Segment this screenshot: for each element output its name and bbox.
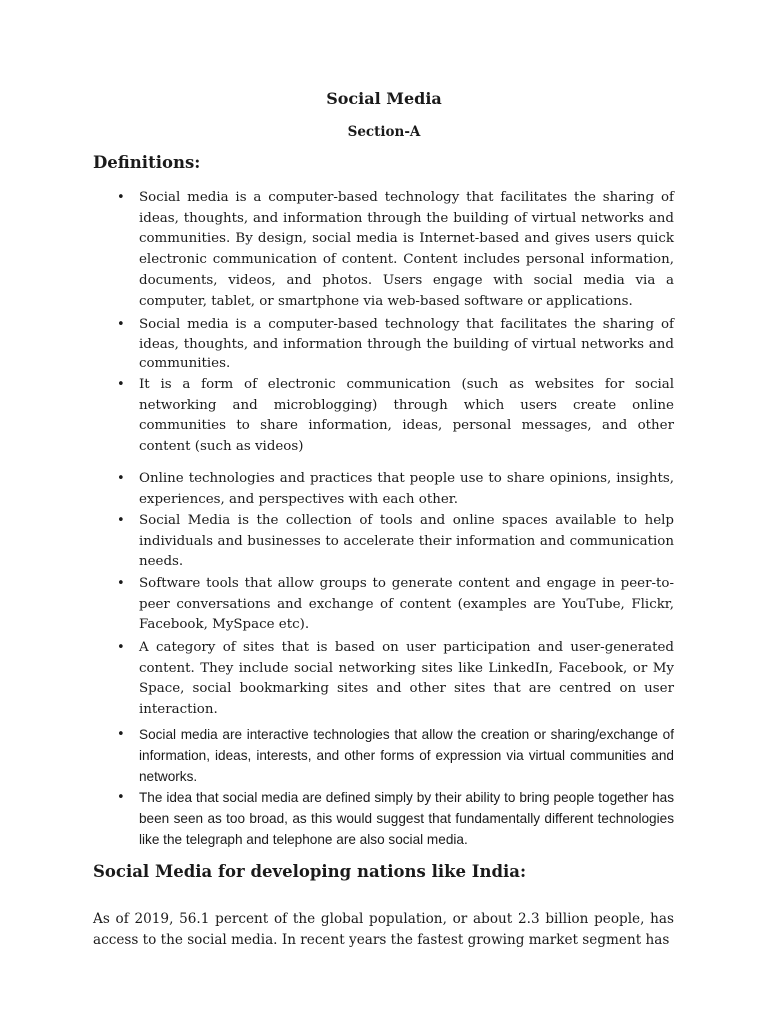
bullet-icon: • [117, 640, 125, 655]
definition-item [117, 574, 674, 636]
bullet-icon: • [117, 727, 125, 742]
bullet-icon: • [117, 190, 125, 205]
definition-item [117, 787, 674, 850]
definition-item [117, 315, 674, 374]
bullet-icon: • [117, 513, 125, 528]
bullet-icon: • [117, 317, 125, 332]
definition-item [117, 511, 674, 573]
definition-text: Social media is a computer-based technology that facilitates the sharing of ideas, thoughts, and information through the building of virtual networks and communities. By design, social media is Internet-based and gives users quick electronic communication of content. Content includes personal information, documents, videos, and photos. Users engage with social media via a computer, tablet, or smartphone via web-based software or applications. [139, 190, 674, 309]
definition-text: It is a form of electronic communication (such as websites for social networking and microblogging) through which users create online communities to share information, ideas, personal messages, and other content (such as videos) [139, 377, 674, 455]
definition-item [117, 469, 674, 510]
india-paragraph: As of 2019, 56.1 percent of the global population, or about 2.3 billion people, has access to the social media. In recent years the fastest growing market segment has [93, 910, 674, 949]
definition-text: The idea that social media are defined simply by their ability to bring people together has been seen as too broad, as this would suggest that fundamentally different technologies like the telegraph and telephone are also social media. [139, 790, 674, 847]
definition-text: Social media are interactive technologies that allow the creation or sharing/exchange of information, ideas, interests, and other forms of expression via virtual communities and networks. [139, 727, 674, 784]
bullet-icon: • [117, 790, 125, 805]
definitions-heading: Definitions: [93, 153, 201, 172]
definition-text: Online technologies and practices that people use to share opinions, insights, experiences, and perspectives with each other. [139, 471, 674, 507]
definition-text: Social media is a computer-based technology that facilitates the sharing of ideas, thoughts, and information through the building of virtual networks and communities. [139, 317, 674, 371]
definition-item [117, 375, 674, 458]
definition-text: A category of sites that is based on user participation and user-generated content. They include social networking sites like LinkedIn, Facebook, or My Space, social bookmarking sites and other sites that are centred on user interaction. [139, 640, 674, 718]
definition-item [117, 188, 674, 312]
section-label: Section-A [347, 124, 421, 140]
definition-item [117, 638, 674, 721]
definition-text: Social Media is the collection of tools and online spaces available to help individuals and businesses to accelerate their information and communication needs. [139, 513, 674, 570]
definition-item [117, 724, 674, 787]
document-title: Social Media [326, 89, 442, 108]
bullet-icon: • [117, 471, 125, 486]
india-heading: Social Media for developing nations like India: [93, 862, 527, 881]
bullet-icon: • [117, 576, 125, 591]
bullet-icon: • [117, 377, 125, 392]
definition-text: Software tools that allow groups to generate content and engage in peer-to-peer conversations and exchange of content (examples are YouTube, Flickr, Facebook, MySpace etc). [139, 576, 674, 633]
